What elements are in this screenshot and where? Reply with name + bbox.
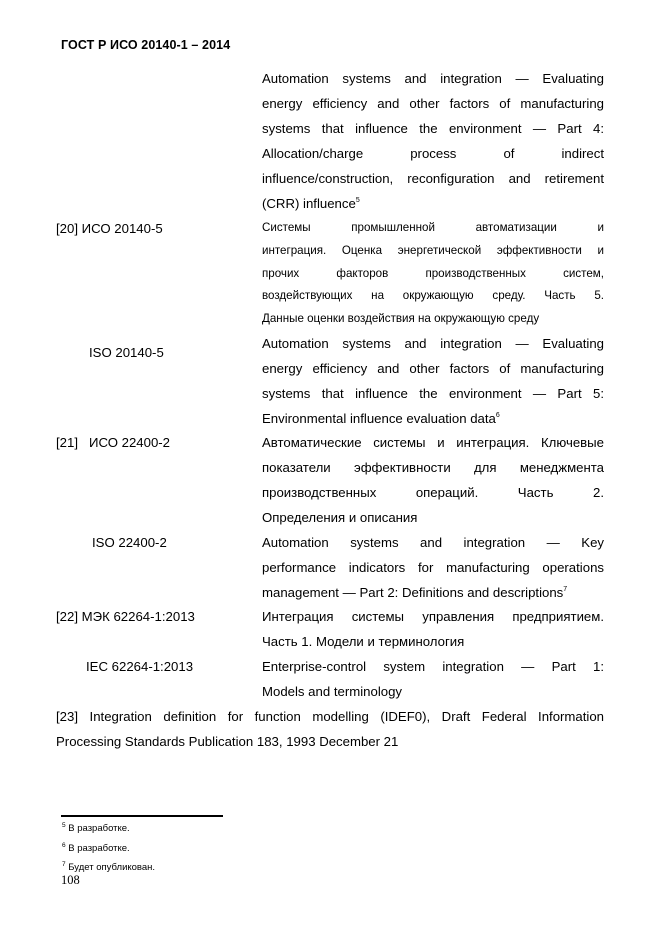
text-line: Environmental influence evaluation data — [262, 411, 496, 426]
text-line: Интеграция системы управления предприятием. — [262, 609, 604, 624]
ref21-label: [21] ИСО 22400-2 — [56, 435, 171, 450]
document-header: ГОСТ Р ИСО 20140-1 – 2014 — [61, 38, 231, 52]
text-line: Models and terminology — [262, 684, 403, 699]
footnote-mark: 6 — [495, 412, 500, 419]
text-line-with-footnote — [262, 580, 604, 605]
ref20-iso-label: ISO 20140-5 — [89, 345, 164, 360]
text-line: [23] Integration definition for function modelling (IDEF0), Draft Federal Information — [56, 709, 604, 724]
text-line: производственных операций. Часть 2. — [262, 485, 604, 500]
text-line: Часть 1. Модели и терминология — [262, 634, 465, 649]
footnote-text: В разработке. — [65, 843, 130, 854]
ref20-english-title — [262, 331, 604, 431]
text-line: systems that influence the environment — Part 4: — [262, 121, 604, 136]
text-line: Automation systems and integration — Key — [262, 535, 604, 550]
ref20-label: [20] ИСО 20140-5 — [56, 221, 163, 236]
text-line: Автоматические системы и интеграция. Ключевые — [262, 435, 604, 450]
ref21-iso-label: ISO 22400-2 — [92, 535, 167, 550]
ref21-russian-title — [262, 430, 604, 530]
ref21-english-title — [262, 530, 604, 605]
footnote-mark: 7 — [563, 586, 568, 593]
text-line: прочих факторов производственных систем, — [262, 266, 604, 280]
ref22-iec-label: IEC 62264-1:2013 — [86, 659, 194, 674]
ref22-label: [22] МЭК 62264-1:2013 — [56, 609, 195, 624]
text-line-with-footnote — [262, 406, 604, 431]
page-number: 108 — [61, 873, 80, 887]
footnote-text: В разработке. — [65, 823, 130, 834]
footnote — [62, 843, 130, 855]
text-line: показатели эффективности для менеджмента — [262, 460, 604, 475]
text-line: Определения и описания — [262, 510, 418, 525]
text-line: Данные оценки воздействия на окружающую среду — [262, 312, 540, 326]
text-line: Allocation/charge process of indirect — [262, 146, 604, 161]
footnote-mark: 5 — [355, 197, 360, 204]
footnote-text: Будет опубликован. — [65, 862, 156, 873]
footnote-separator — [61, 815, 223, 817]
ref20-russian-title — [262, 217, 604, 331]
ref22-english-title — [262, 654, 604, 704]
text-line: интеграция. Оценка энергетической эффективности и — [262, 243, 604, 257]
footnote-mark: 7 — [62, 861, 66, 868]
text-line: Automation systems and integration — Evaluating — [262, 71, 604, 86]
text-line: Processing Standards Publication 183, 1993 December 21 — [56, 734, 399, 749]
text-line: Enterprise-control system integration — Part 1: — [262, 659, 604, 674]
footnote-mark: 6 — [62, 842, 66, 849]
text-line: Системы промышленной автоматизации и — [262, 221, 604, 234]
ref22-russian-title — [262, 604, 604, 654]
ref23-entry — [56, 704, 604, 754]
text-line: influence/construction, reconfiguration and retirement — [262, 171, 604, 186]
text-line: systems that influence the environment — Part 5: — [262, 386, 604, 401]
text-line: energy efficiency and other factors of manufacturing — [262, 96, 604, 111]
text-line: Automation systems and integration — Evaluating — [262, 336, 604, 351]
text-line: воздействующих на окружающую среду. Часть 5. — [262, 289, 604, 303]
footnote-mark: 5 — [62, 822, 66, 829]
text-line: performance indicators for manufacturing operations — [262, 560, 604, 575]
text-line: management — Part 2: Definitions and descriptions — [262, 585, 564, 600]
text-line-with-footnote — [262, 191, 604, 216]
footnote — [62, 823, 130, 835]
text-line: (CRR) influence — [262, 196, 356, 211]
text-line: energy efficiency and other factors of manufacturing — [262, 361, 604, 376]
ref19-english-title — [262, 66, 604, 216]
